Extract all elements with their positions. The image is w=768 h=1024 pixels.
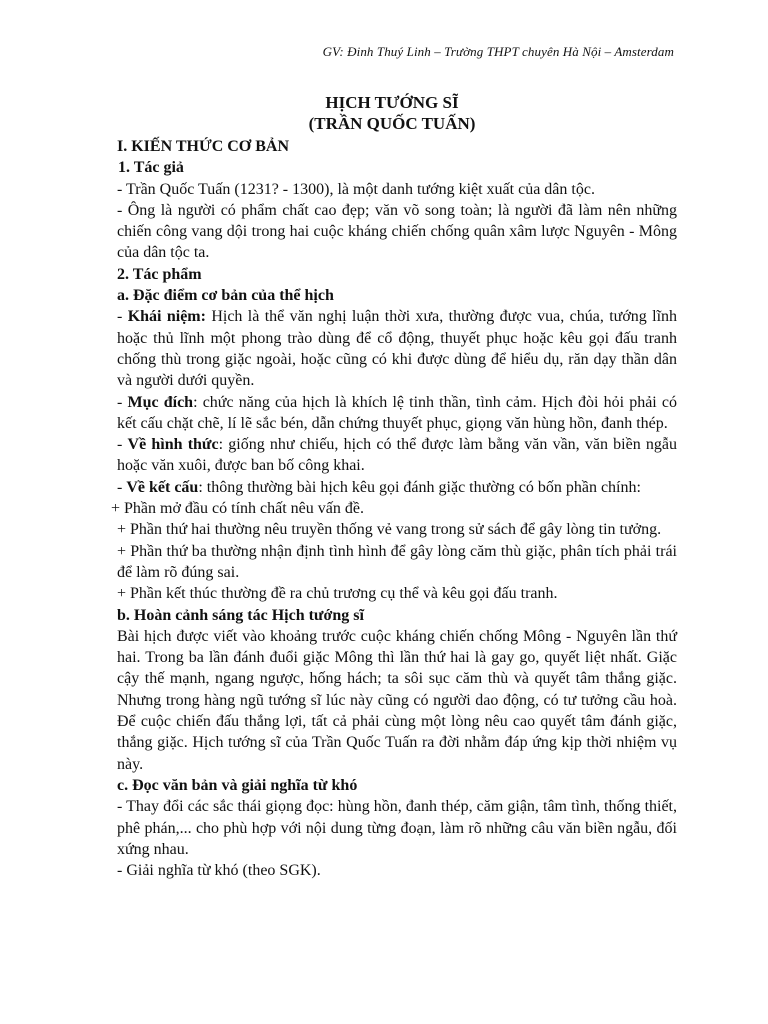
reading-heading: c. Đọc văn bản và giải nghĩa từ khó — [117, 776, 358, 794]
reading-paragraph-2: - Giải nghĩa từ khó (theo SGK). — [117, 862, 321, 880]
part-item: + Phần thứ ba thường nhận định tình hình để gây lòng căm thù giặc, phân tích phải trái để làm rõ đúng sai. — [117, 542, 677, 581]
document-body — [111, 136, 678, 881]
title-line-2: (TRẦN QUỐC TUẤN) — [308, 114, 476, 133]
structure-text: : thông thường bài hịch kêu gọi đánh giặc thường có bốn phần chính: — [198, 478, 641, 496]
genre-heading: a. Đặc điểm cơ bản của thể hịch — [117, 287, 334, 305]
section-heading: I. KIẾN THỨC CƠ BẢN — [117, 138, 290, 155]
reading-paragraph-1: - Thay đổi các sắc thái giọng đọc: hùng hồn, đanh thép, căm giận, tâm tình, thống thiết, phê phán,... cho phù hợp với nội dung từng đoạn, làm rõ những câu văn biền ngẫu, đối xứng nhau. — [117, 798, 677, 858]
concept-paragraph: - Khái niệm: Hịch là thể văn nghị luận thời xưa, thường được vua, chúa, tướng lĩnh hoặc thủ lĩnh một phong trào dùng để cổ động, thuyết phục hoặc kêu gọi đấu tranh chống thù trong giặc ngoài, hoặc cũng có khi được dùng để hiểu dụ, răn dạy thần dân và người dưới quyền. — [117, 308, 678, 390]
purpose-paragraph: - Mục đích: chức năng của hịch là khích lệ tinh thần, tình cảm. Hịch đòi hỏi phải có kết cấu chặt chẽ, lí lẽ sắc bén, dẫn chứng thuyết phục, giọng văn hùng hồn, đanh thép. — [117, 393, 677, 432]
concept-label: Khái niệm: — [127, 308, 206, 326]
author-paragraph-1: - Trần Quốc Tuấn (1231? - 1300), là một danh tướng kiệt xuất của dân tộc. — [117, 180, 595, 198]
part-item: + Phần kết thúc thường đề ra chủ trương cụ thể và kêu gọi đấu tranh. — [117, 585, 558, 603]
form-text: : giống như chiếu, hịch có thể được làm bằng văn vần, văn biền ngẫu hoặc văn xuôi, được ban bố công khai. — [117, 436, 678, 475]
page-header: GV: Đinh Thuý Linh – Trường THPT chuyên Hà Nội – Amsterdam — [322, 44, 674, 59]
context-heading: b. Hoàn cảnh sáng tác Hịch tướng sĩ — [117, 606, 364, 624]
context-paragraph: Bài hịch được viết vào khoảng trước cuộc kháng chiến chống Mông - Nguyên lần thứ hai. Trong ba lần đánh đuổi giặc Mông thì lần thứ hai là gay go, quyết liệt nhất. Giặc cậy thế mạnh, ngang ngược, hống hách; ta sôi sục căm thù và quyết tâm thắng giặc. Nhưng trong hàng ngũ tướng sĩ lúc này cũng có người dao động, có tư tưởng cầu hoà. Để cuộc chiến đấu thắng lợi, tất cả phải cùng một lòng nêu cao quyết tâm đánh giặc, thắng giặc. Hịch tướng sĩ của Trần Quốc Tuấn ra đời nhằm đáp ứng kịp thời nhiệm vụ này. — [117, 627, 677, 773]
structure-label: Về kết cấu — [126, 478, 199, 496]
document-title — [0, 92, 768, 134]
structure-paragraph: - Về kết cấu: thông thường bài hịch kêu gọi đánh giặc thường có bốn phần chính: — [117, 478, 641, 496]
part-item: + Phần thứ hai thường nêu truyền thống vẻ vang trong sử sách để gây lòng tin tưởng. — [117, 521, 662, 539]
purpose-label: Mục đích — [127, 393, 194, 411]
author-heading: 1. Tác giả — [118, 159, 184, 177]
form-label: Về hình thức — [127, 436, 219, 454]
purpose-text: : chức năng của hịch là khích lệ tinh thần, tình cảm. Hịch đòi hỏi phải có kết cấu chặt chẽ, lí lẽ sắc bén, dẫn chứng thuyết phục, giọng văn hùng hồn, đanh thép. — [117, 393, 677, 432]
title-line-1: HỊCH TƯỚNG SĨ — [325, 93, 459, 112]
author-paragraph-2: - Ông là người có phẩm chất cao đẹp; văn võ song toàn; là người đã làm nên những chiến công vang dội trong hai cuộc kháng chiến chống quân xâm lược Nguyên - Mông của dân tộc ta. — [117, 201, 677, 262]
concept-text: Hịch là thể văn nghị luận thời xưa, thường được vua, chúa, tướng lĩnh hoặc thủ lĩnh một phong trào dùng để cổ động, thuyết phục hoặc kêu gọi đấu tranh chống thù trong giặc ngoài, hoặc cũng có khi được dùng để hiểu dụ, răn dạy thần dân và người dưới quyền. — [117, 308, 678, 390]
part-item: + Phần mở đầu có tính chất nêu vấn đề. — [111, 500, 364, 518]
work-heading: 2. Tác phẩm — [117, 265, 202, 283]
form-paragraph: - Về hình thức: giống như chiếu, hịch có thể được làm bằng văn vần, văn biền ngẫu hoặc văn xuôi, được ban bố công khai. — [117, 436, 678, 475]
